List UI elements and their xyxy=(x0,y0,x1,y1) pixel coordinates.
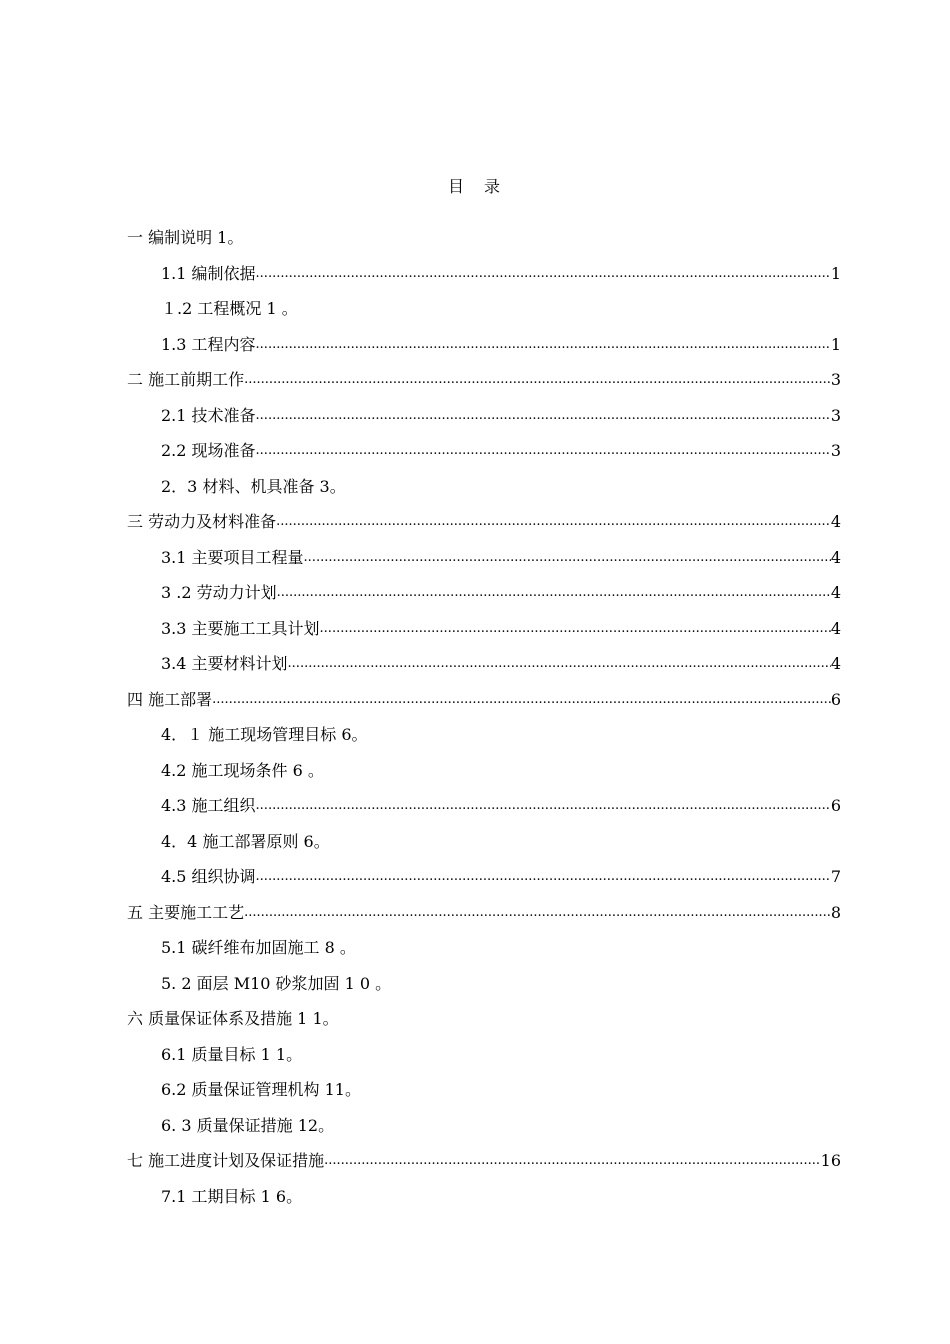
toc-dot-leader xyxy=(304,545,831,571)
toc-entry[interactable] xyxy=(127,1077,841,1113)
toc-entry-text: 7.1 工期目标 1 6。 xyxy=(161,1186,303,1206)
toc-page-number: 6 xyxy=(830,796,841,815)
toc-dot-leader xyxy=(324,1148,821,1174)
toc-entry-text: 2.2 现场准备 xyxy=(161,441,256,460)
toc-entry[interactable] xyxy=(127,651,841,687)
toc-dot-leader xyxy=(256,438,831,464)
toc-entry[interactable] xyxy=(127,1042,841,1078)
toc-entry-text: 4.3 施工组织 xyxy=(161,796,256,815)
toc-page-number: 4 xyxy=(830,583,841,602)
toc-entry-text: 5. 2 面层 M10 砂浆加固 1 0 。 xyxy=(161,973,392,993)
toc-entry[interactable] xyxy=(127,296,841,332)
toc-dot-leader xyxy=(256,261,831,287)
toc-dot-leader xyxy=(288,651,831,677)
toc-page-number: 4 xyxy=(830,654,841,673)
toc-page-number: 8 xyxy=(830,902,841,922)
toc-page-number: 3 xyxy=(830,441,841,460)
toc-entry-text: 四 施工部署 xyxy=(127,689,213,709)
toc-entry-text: 六 质量保证体系及措施 1 1。 xyxy=(127,1009,339,1028)
toc-page-number: 4 xyxy=(830,512,841,531)
toc-title: 目 录 xyxy=(447,177,502,196)
toc-entry[interactable] xyxy=(127,1006,841,1042)
toc-entry[interactable] xyxy=(127,722,841,758)
toc-entry-text: 4．4 施工部署原则 6。 xyxy=(161,831,330,851)
toc-entry[interactable] xyxy=(127,545,841,581)
toc-entry[interactable] xyxy=(127,403,841,439)
toc-page-number: 1 xyxy=(830,334,841,354)
toc-entry-text: １.2 工程概况 1 。 xyxy=(161,299,298,318)
toc-entry-text: 2.1 技术准备 xyxy=(161,405,256,425)
toc-entry-text: 2．3 材料、机具准备 3。 xyxy=(161,476,346,496)
toc-entry[interactable] xyxy=(127,864,841,900)
toc-entry-text: 二 施工前期工作 xyxy=(127,370,245,389)
toc-entry[interactable] xyxy=(127,900,841,936)
toc-dot-leader xyxy=(277,580,831,606)
toc-page-number: 6 xyxy=(830,689,841,709)
toc-page-number: 3 xyxy=(830,370,841,389)
toc-entry-text: 一 编制说明 1 xyxy=(127,228,228,247)
toc-entry-text: 1.3 工程内容 xyxy=(161,334,256,354)
toc-entry[interactable] xyxy=(127,261,841,297)
toc-dot-leader xyxy=(320,616,831,642)
toc-dot-leader xyxy=(244,367,831,393)
toc-entry[interactable] xyxy=(127,474,841,510)
toc-dot-leader xyxy=(256,332,831,358)
toc-entry[interactable] xyxy=(127,829,841,865)
toc-entry-text: 6.2 质量保证管理机构 11。 xyxy=(161,1080,361,1099)
toc-entry-text: 五 主要施工工艺 xyxy=(127,902,245,922)
toc-entry[interactable] xyxy=(127,687,841,723)
table-of-contents xyxy=(127,225,841,1219)
toc-dot-leader xyxy=(256,403,831,429)
toc-page-number: 16 xyxy=(820,1151,841,1170)
toc-entry[interactable] xyxy=(127,580,841,616)
toc-entry-text: 3 .2 劳动力计划 xyxy=(161,583,277,602)
toc-entry-text: 三 劳动力及材料准备 xyxy=(127,512,277,531)
toc-entry-text: 3.3 主要施工工具计划 xyxy=(161,618,320,638)
toc-entry[interactable] xyxy=(127,225,841,261)
toc-dot-leader xyxy=(276,509,831,535)
toc-entry[interactable] xyxy=(127,1184,841,1220)
toc-entry-text: 5.1 碳纤维布加固施工 8 。 xyxy=(161,938,356,957)
toc-entry-text: 6.1 质量目标 1 1。 xyxy=(161,1044,303,1064)
toc-entry-text: 4．１ 施工现场管理目标 6。 xyxy=(161,725,368,744)
toc-entry[interactable] xyxy=(127,616,841,652)
toc-entry[interactable] xyxy=(127,758,841,794)
toc-page-number: 4 xyxy=(830,618,841,638)
toc-entry-text: 七 施工进度计划及保证措施 xyxy=(127,1151,325,1170)
toc-entry-text: 4.2 施工现场条件 6 。 xyxy=(161,760,324,780)
toc-entry-text: 4.5 组织协调 xyxy=(161,867,256,886)
toc-entry[interactable] xyxy=(127,971,841,1007)
toc-entry-suffix: 。 xyxy=(227,228,244,247)
toc-entry[interactable] xyxy=(127,509,841,545)
toc-entry[interactable] xyxy=(127,1113,841,1149)
toc-page-number: 3 xyxy=(830,405,841,425)
toc-dot-leader xyxy=(244,900,831,926)
toc-entry[interactable] xyxy=(127,367,841,403)
toc-entry-text: 6. 3 质量保证措施 12。 xyxy=(161,1115,335,1135)
toc-entry[interactable] xyxy=(127,1148,841,1184)
toc-page-number: 7 xyxy=(830,867,841,886)
toc-entry[interactable] xyxy=(127,935,841,971)
toc-entry-text: 3.1 主要项目工程量 xyxy=(161,547,304,567)
toc-dot-leader xyxy=(256,793,831,819)
toc-dot-leader xyxy=(256,864,831,890)
toc-page-number: 1 xyxy=(830,263,841,283)
toc-entry[interactable] xyxy=(127,438,841,474)
toc-dot-leader xyxy=(212,687,831,713)
toc-entry[interactable] xyxy=(127,793,841,829)
toc-page-number: 4 xyxy=(830,547,841,567)
toc-entry-text: 3.4 主要材料计划 xyxy=(161,654,288,673)
toc-entry-text: 1.1 编制依据 xyxy=(161,263,256,283)
toc-entry[interactable] xyxy=(127,332,841,368)
